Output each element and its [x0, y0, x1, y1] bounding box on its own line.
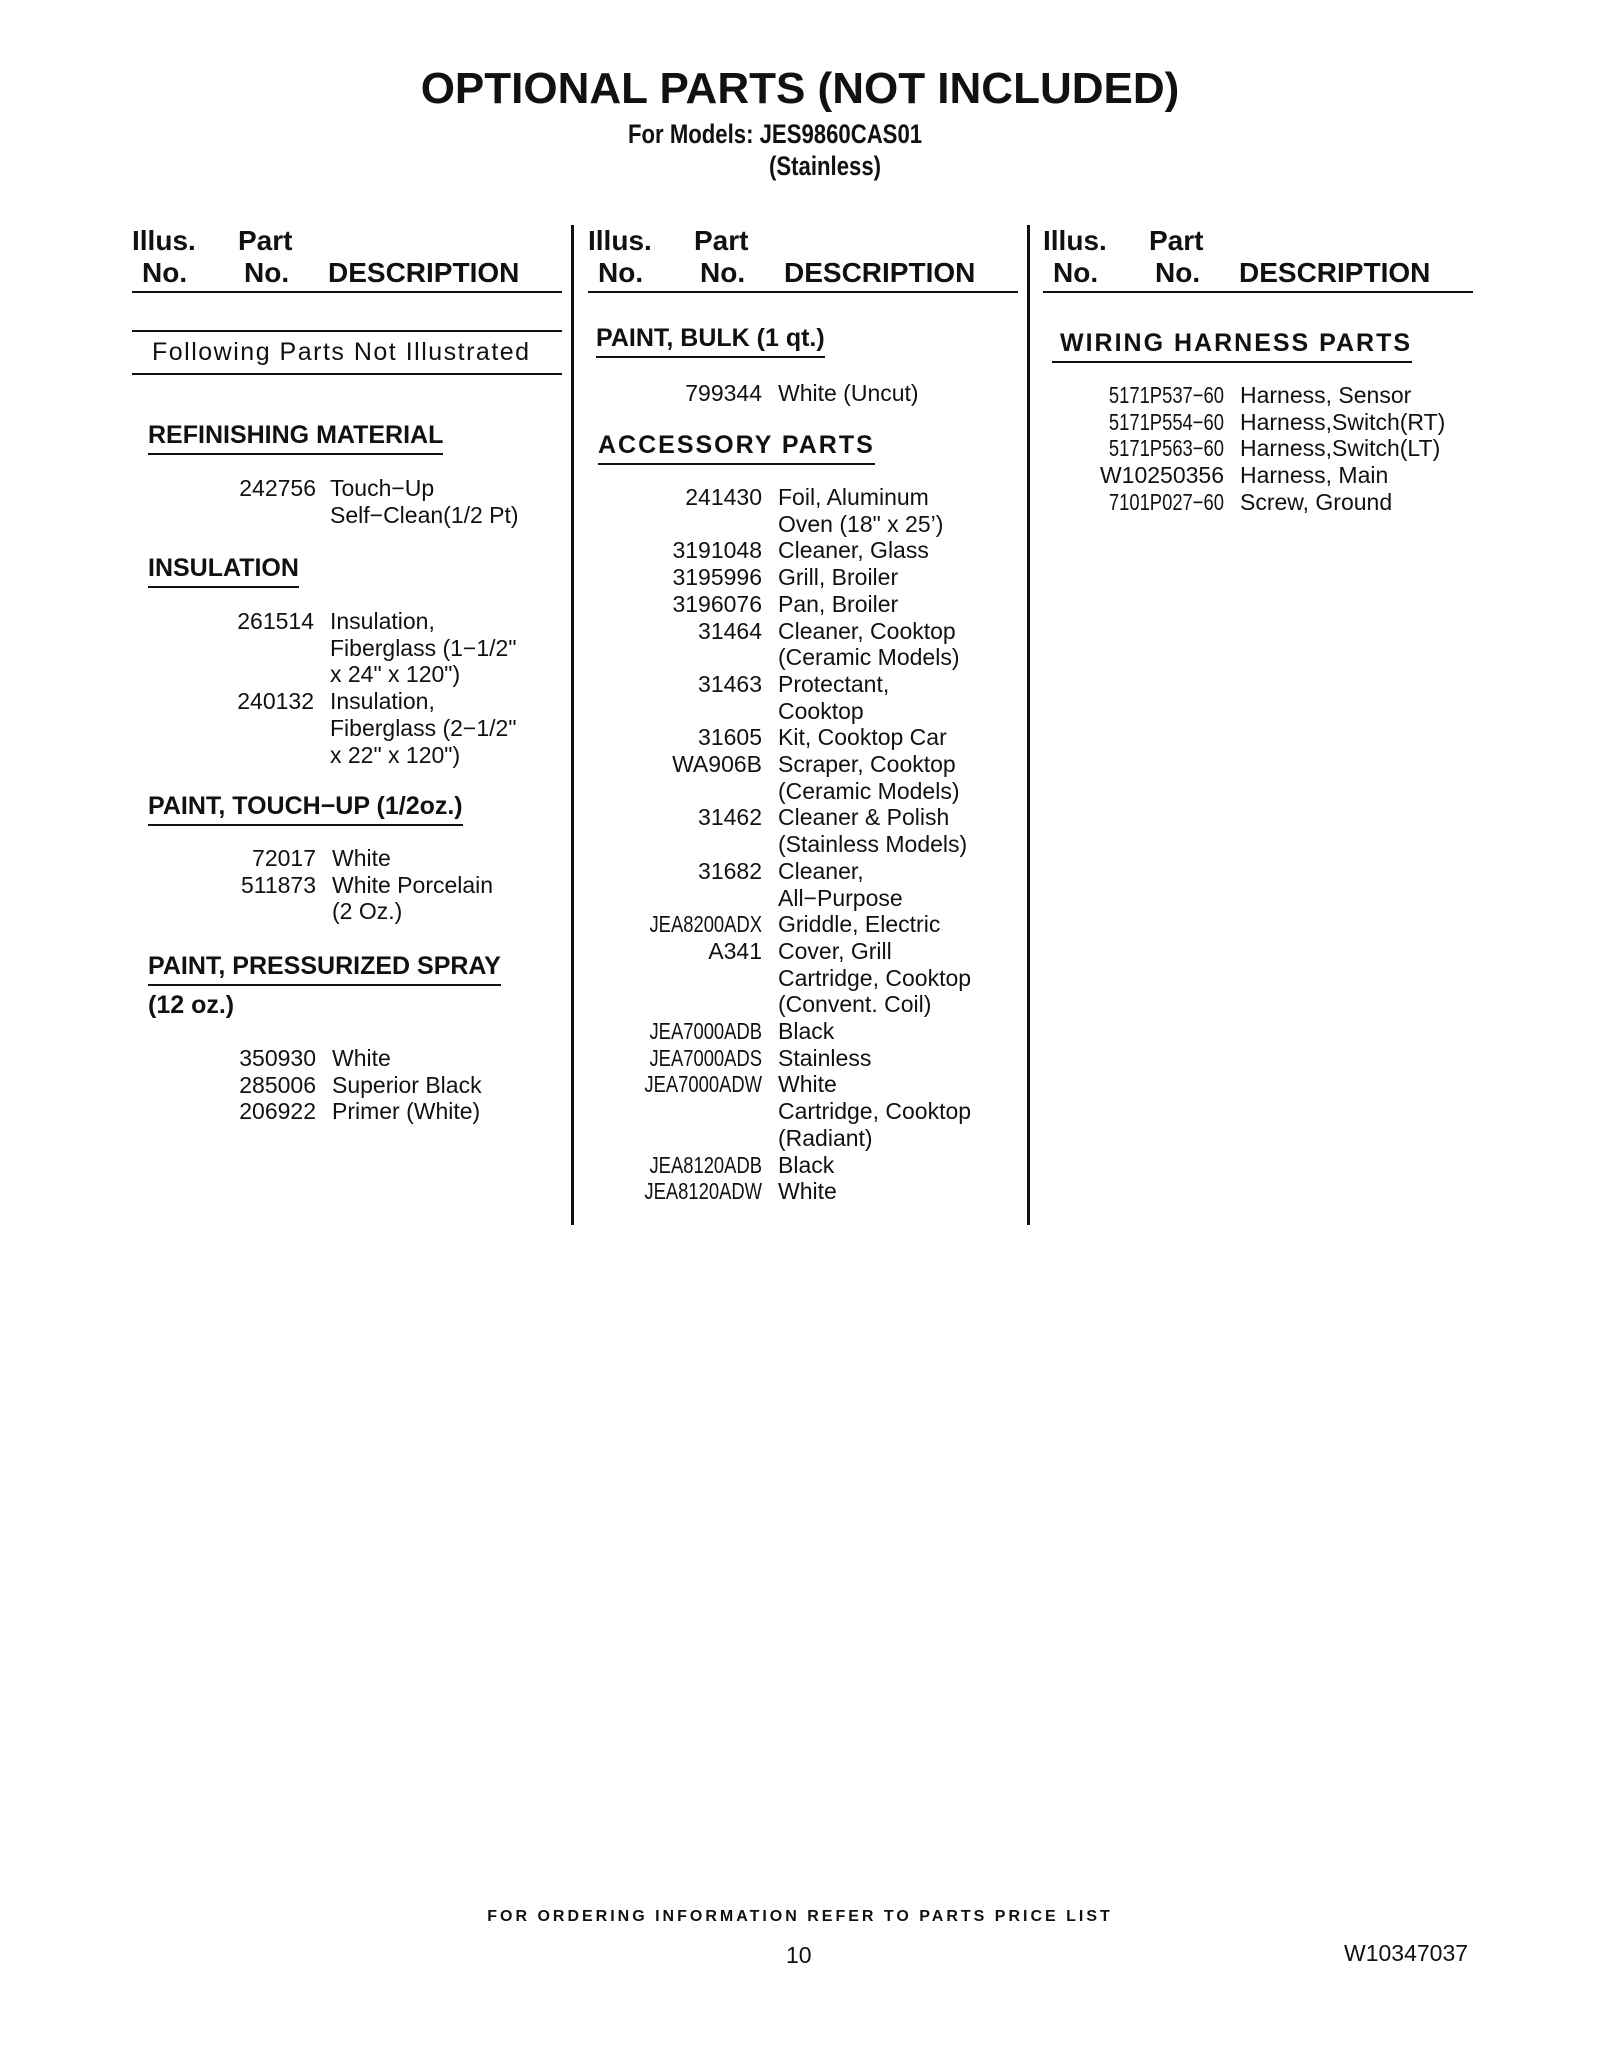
description-line: Oven (18" x 25’) — [778, 510, 944, 537]
part-description — [778, 858, 903, 911]
description-line: Superior Black — [332, 1071, 482, 1098]
part-description — [332, 1045, 391, 1072]
part-description — [778, 1018, 834, 1045]
part-description — [778, 671, 889, 724]
section-paint-pressurized-spray: PAINT, PRESSURIZED SPRAY — [148, 950, 501, 986]
part-description — [778, 1045, 871, 1072]
part-number: 206922 — [239, 1098, 316, 1125]
section-accessory-parts: ACCESSORY PARTS — [598, 429, 875, 465]
part-number: JEA8120ADB — [649, 1151, 762, 1178]
part-number: 285006 — [239, 1071, 316, 1098]
illus-header: Illus. — [1043, 225, 1107, 256]
part-description — [778, 618, 959, 671]
part-number: 240132 — [237, 688, 314, 715]
description-line: (Ceramic Models) — [778, 777, 960, 804]
illus-header: Illus. — [588, 225, 652, 256]
part-description — [330, 608, 517, 688]
description-line: (Radiant) — [778, 1124, 873, 1151]
description-line: Black — [778, 1018, 835, 1044]
part-description — [778, 751, 959, 804]
part-description — [332, 845, 391, 872]
description-line: Touch−Up — [330, 475, 435, 501]
description-line: Primer (White) — [332, 1098, 481, 1125]
part-number: 31464 — [698, 617, 762, 644]
description-line: Griddle, Electric — [778, 911, 941, 938]
part-description — [1240, 462, 1388, 489]
part-number: 3196076 — [672, 590, 762, 617]
models-label — [628, 118, 922, 182]
description-line: Insulation, — [330, 688, 435, 715]
section-insulation: INSULATION — [148, 552, 299, 588]
part-number: JEA7000ADS — [649, 1044, 762, 1071]
part-number: 31462 — [698, 804, 762, 831]
part-no-header: No. — [244, 257, 290, 288]
description-line: Stainless — [778, 1044, 872, 1071]
column-3-header — [1043, 225, 1473, 291]
description-line: (2 Oz.) — [332, 898, 403, 925]
models-line-2: (Stainless) — [769, 151, 882, 181]
description-header: DESCRIPTION — [1239, 257, 1431, 288]
part-description — [778, 1178, 837, 1205]
part-description — [778, 804, 967, 857]
description-line: Cartridge, Cooktop — [778, 1098, 972, 1125]
description-line: Kit, Cooktop Car — [778, 724, 947, 751]
description-line: Insulation, — [330, 608, 435, 634]
part-number: WA906B — [672, 751, 762, 777]
part-description — [778, 564, 898, 591]
header-rule — [588, 291, 1018, 293]
part-description — [778, 1098, 971, 1151]
part-number: 31682 — [698, 857, 762, 884]
illus-no-header: No. — [598, 257, 644, 288]
part-number: 3195996 — [672, 564, 762, 591]
section-paint-touchup: PAINT, TOUCH−UP (1/2oz.) — [148, 790, 463, 826]
illus-no-header: No. — [1053, 257, 1099, 288]
part-description — [778, 537, 929, 564]
header-rule — [1043, 291, 1473, 293]
section-paint-pressurized-spray-size: (12 oz.) — [148, 991, 235, 1019]
description-line: All−Purpose — [778, 884, 903, 911]
part-description — [778, 724, 947, 751]
description-line: White — [778, 1178, 837, 1205]
part-number: 261514 — [237, 608, 314, 634]
header-rule — [132, 291, 562, 293]
description-line: Cleaner & Polish — [778, 804, 950, 831]
part-description — [332, 1098, 480, 1125]
part-number: 5171P554−60 — [1108, 408, 1224, 435]
part-number: 31463 — [698, 670, 762, 697]
part-no-header: No. — [1155, 257, 1201, 288]
description-line: Harness,Switch(RT) — [1240, 408, 1446, 435]
part-description — [1240, 409, 1445, 436]
description-line: Harness,Switch(LT) — [1240, 435, 1441, 462]
document-number: W10347037 — [1344, 1940, 1469, 1966]
section-paint-bulk: PAINT, BULK (1 qt.) — [596, 322, 825, 358]
part-number: 7101P027−60 — [1108, 488, 1224, 515]
description-line: White (Uncut) — [778, 380, 919, 406]
part-number: A341 — [708, 937, 762, 964]
part-number: JEA8200ADX — [649, 911, 762, 938]
part-description — [778, 591, 898, 618]
description-line: Screw, Ground — [1240, 488, 1393, 515]
page-title: OPTIONAL PARTS (NOT INCLUDED) — [420, 64, 1180, 113]
description-line: (Convent. Coil) — [778, 991, 932, 1018]
description-header: DESCRIPTION — [784, 257, 976, 288]
part-description — [332, 872, 493, 925]
description-line: Grill, Broiler — [778, 564, 899, 591]
description-line: Pan, Broiler — [778, 590, 899, 617]
ordering-info: FOR ORDERING INFORMATION REFER TO PARTS PRICE LIST — [487, 1908, 1113, 1925]
part-number: 242756 — [239, 475, 316, 501]
part-description — [1240, 489, 1392, 516]
part-number: JEA7000ADB — [649, 1018, 762, 1044]
part-number: 72017 — [252, 845, 316, 871]
part-number: W10250356 — [1099, 462, 1224, 489]
description-line: Cleaner, — [778, 857, 864, 884]
description-line: Scraper, Cooktop — [778, 751, 956, 777]
part-number: 241430 — [685, 484, 762, 510]
description-line: Harness, Sensor — [1240, 382, 1412, 408]
part-header: Part — [1149, 225, 1204, 256]
column-1-header — [132, 225, 562, 291]
description-line: x 24" x 120") — [330, 661, 461, 688]
description-line: White Porcelain — [332, 871, 494, 898]
part-header: Part — [694, 225, 749, 256]
part-description — [332, 1072, 482, 1099]
description-line: Self−Clean(1/2 Pt) — [330, 501, 519, 528]
models-line-1: For Models: JES9860CAS01 — [628, 119, 923, 149]
part-description — [778, 938, 892, 965]
part-number: 511873 — [240, 871, 316, 898]
description-line: Harness, Main — [1240, 462, 1389, 489]
description-line: Fiberglass (2−1/2" — [330, 714, 517, 741]
description-line: Fiberglass (1−1/2" — [330, 634, 517, 661]
description-line: Cooktop — [778, 697, 864, 724]
part-number: 350930 — [239, 1045, 316, 1071]
not-illustrated-banner: Following Parts Not Illustrated — [132, 330, 562, 375]
description-line: x 22" x 120") — [330, 741, 461, 768]
description-line: White — [778, 1071, 837, 1098]
column-2-header — [588, 225, 1018, 291]
section-wiring-harness-parts: WIRING HARNESS PARTS — [1052, 327, 1412, 363]
part-description — [1240, 382, 1411, 409]
part-description — [778, 911, 940, 938]
part-number: 5171P537−60 — [1108, 382, 1224, 408]
part-description — [778, 1071, 837, 1098]
illus-header: Illus. — [132, 225, 196, 256]
description-line: Protectant, — [778, 670, 890, 697]
part-number: 5171P563−60 — [1108, 435, 1224, 462]
part-number: 31605 — [698, 724, 762, 751]
description-line: (Stainless Models) — [778, 831, 968, 858]
description-line: Cleaner, Glass — [778, 537, 929, 564]
section-refinishing-material: REFINISHING MATERIAL — [148, 419, 443, 455]
part-number: 3191048 — [672, 537, 762, 564]
description-line: White — [332, 1045, 391, 1071]
description-line: Black — [778, 1151, 835, 1178]
part-number: JEA7000ADW — [644, 1071, 762, 1098]
part-description — [330, 688, 517, 768]
description-line: Foil, Aluminum — [778, 484, 929, 510]
description-line: White — [332, 845, 391, 871]
description-line: Cover, Grill — [778, 937, 892, 964]
description-line: (Ceramic Models) — [778, 644, 960, 671]
part-header: Part — [238, 225, 293, 256]
column-divider-2 — [1027, 225, 1030, 1225]
part-description — [778, 484, 943, 537]
description-line: Cleaner, Cooktop — [778, 617, 956, 644]
part-no-header: No. — [700, 257, 746, 288]
part-description — [1240, 435, 1440, 462]
part-description — [778, 1152, 834, 1179]
part-number: JEA8120ADW — [644, 1178, 762, 1205]
description-line: Cartridge, Cooktop — [778, 964, 972, 991]
description-header: DESCRIPTION — [328, 257, 520, 288]
page-number: 10 — [786, 1942, 812, 1968]
part-number: 799344 — [685, 380, 762, 406]
part-description — [778, 380, 919, 407]
part-description — [778, 965, 971, 1018]
part-description — [330, 475, 519, 528]
illus-no-header: No. — [142, 257, 188, 288]
